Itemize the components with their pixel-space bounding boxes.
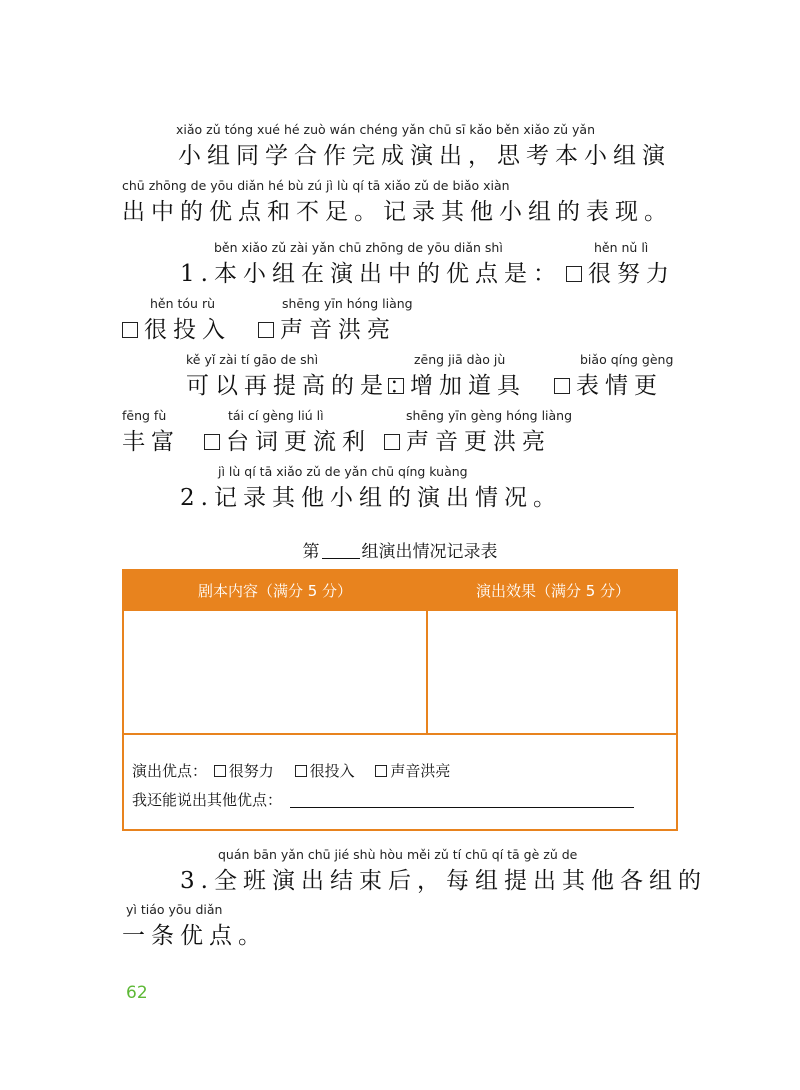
merit-option-2: 很投入 <box>309 762 355 780</box>
group-number-blank[interactable] <box>322 544 360 559</box>
checkbox-option-props[interactable] <box>388 367 526 400</box>
checkbox-option-louder-voice[interactable] <box>384 423 551 456</box>
pinyin-line-7: jì lù qí tā xiǎo zǔ de yǎn chū qíng kuàng <box>218 464 468 479</box>
table-header <box>124 571 676 611</box>
merit-option-3: 声音洪亮 <box>390 762 451 780</box>
header-performance-effect: 演出效果（满分 5 分） <box>475 582 631 600</box>
row-divider <box>124 733 676 735</box>
item-1-question: 1.本小组在演出中的优点是： <box>180 261 562 287</box>
table-title <box>0 537 800 562</box>
pinyin-line-4b: shēng yīn hóng liàng <box>282 296 413 311</box>
merits-row <box>132 760 450 781</box>
text-line-2: 出中的优点和不足。记录其他小组的表现。 <box>122 199 673 225</box>
script-score-cell[interactable] <box>124 611 426 733</box>
merits-label: 演出优点： <box>132 762 208 780</box>
page-number: 62 <box>126 983 148 1003</box>
checkbox-icon[interactable] <box>375 765 387 777</box>
checkbox-icon[interactable] <box>122 322 138 338</box>
pinyin-line-1: xiǎo zǔ tóng xué hé zuò wán chéng yǎn chū sī kǎo běn xiǎo zǔ yǎn <box>176 122 595 137</box>
checkbox-icon[interactable] <box>384 434 400 450</box>
option-label: 声音更洪亮 <box>406 429 551 455</box>
pinyin-line-8: quán bān yǎn chū jié shù hòu měi zǔ tí chū qí tā gè zǔ de <box>218 847 578 862</box>
other-merits-input[interactable] <box>290 793 634 808</box>
header-script-content: 剧本内容（满分 5 分） <box>197 582 353 600</box>
item-2-instruction: 2.记录其他小组的演出情况。 <box>180 485 562 511</box>
other-merits-label: 我还能说出其他优点： <box>132 791 283 809</box>
option-label: 很投入 <box>144 317 231 343</box>
table-title-prefix: 第 <box>302 542 320 562</box>
option-label: 很努力 <box>588 261 675 287</box>
checkbox-option-loud-voice[interactable] <box>258 311 396 344</box>
checkbox-icon[interactable] <box>388 378 404 394</box>
checkbox-option-expression[interactable] <box>554 367 663 400</box>
pinyin-line-3: běn xiǎo zǔ zài yǎn chū zhōng de yōu diǎn shì <box>214 240 503 255</box>
item-3-instruction: 3.全班演出结束后，每组提出其他各组的 <box>180 868 707 894</box>
checkbox-icon[interactable] <box>554 378 570 394</box>
text-line-6: 丰富 <box>122 429 180 455</box>
text-line-1: 小组同学合作完成演出，思考本小组演 <box>178 143 671 169</box>
checkbox-option-lines-fluent[interactable] <box>204 423 371 456</box>
table-title-suffix: 组演出情况记录表 <box>361 542 498 562</box>
pinyin-line-6b: tái cí gèng liú lì <box>228 408 324 423</box>
pinyin-line-5b: zēng jiā dào jù <box>414 352 506 367</box>
checkbox-option-hardworking[interactable] <box>566 255 675 288</box>
checkbox-icon[interactable] <box>204 434 220 450</box>
option-label: 表情更 <box>576 373 663 399</box>
pinyin-line-6c: shēng yīn gèng hóng liàng <box>406 408 573 423</box>
record-table <box>122 569 678 831</box>
other-merits-row <box>132 789 634 810</box>
improve-question: 可以再提高的是： <box>186 373 418 399</box>
text-line-9: 一条优点。 <box>122 923 267 949</box>
effect-score-cell[interactable] <box>428 611 678 733</box>
pinyin-line-5c: biǎo qíng gèng <box>580 352 674 367</box>
pinyin-line-4a: hěn tóu rù <box>150 296 216 311</box>
pinyin-line-9: yì tiáo yōu diǎn <box>126 902 223 917</box>
pinyin-line-2: chū zhōng de yōu diǎn hé bù zú jì lù qí tā xiǎo zǔ de biǎo xiàn <box>122 178 510 193</box>
pinyin-line-5a: kě yǐ zài tí gāo de shì <box>186 352 319 367</box>
checkbox-icon[interactable] <box>258 322 274 338</box>
checkbox-icon[interactable] <box>214 765 226 777</box>
option-label: 声音洪亮 <box>280 317 396 343</box>
option-label: 增加道具 <box>410 373 526 399</box>
checkbox-option-engaged[interactable] <box>122 311 231 344</box>
checkbox-icon[interactable] <box>295 765 307 777</box>
checkbox-icon[interactable] <box>566 266 582 282</box>
merit-option-1: 很努力 <box>228 762 274 780</box>
pinyin-line-3b: hěn nǔ lì <box>594 240 649 255</box>
option-label: 台词更流利 <box>226 429 371 455</box>
pinyin-line-6a: fēng fù <box>122 408 167 423</box>
